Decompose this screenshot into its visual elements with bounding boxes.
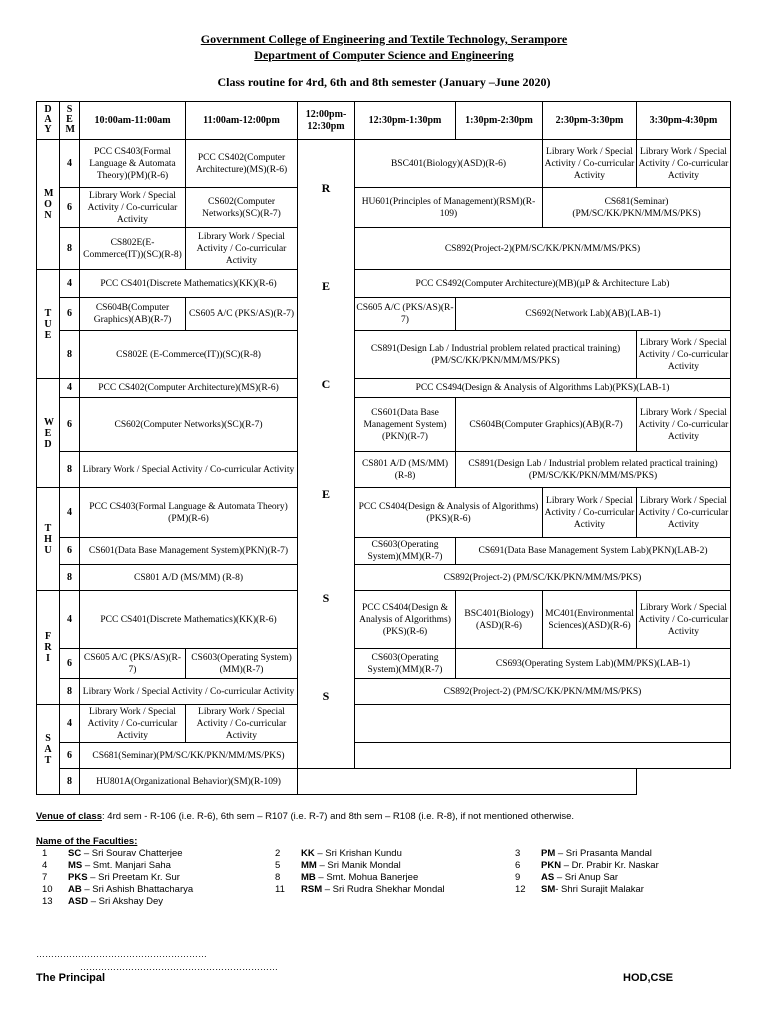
college-title: Government College of Engineering and Textile Technology, Serampore bbox=[200, 32, 568, 46]
hod-label: HOD,CSE bbox=[623, 972, 674, 984]
class-cell: CS603(Operating System)(MM)(R-7) bbox=[355, 538, 456, 565]
class-cell: CS892(Project-2) (PM/SC/KK/PKN/MM/MS/PKS) bbox=[355, 679, 731, 705]
sem-cell: 6 bbox=[60, 538, 80, 565]
recess-letter: C bbox=[321, 377, 331, 391]
class-cell: Library Work / Special Activity / Co-curricular Activity bbox=[637, 591, 731, 649]
faculty-item: 3 PM – Sri Prasanta Mandal bbox=[515, 848, 652, 859]
class-cell: CS604B(Computer Graphics)(AB)(R-7) bbox=[456, 398, 637, 452]
table-row bbox=[37, 331, 731, 379]
class-cell: CS693(Operating System Lab)(MM/PKS)(LAB-1) bbox=[456, 649, 731, 679]
slot-header: 3:30pm-4:30pm bbox=[637, 102, 731, 140]
class-cell: MC401(Environmental Sciences)(ASD)(R-6) bbox=[543, 591, 637, 649]
faculty-title: Name of the Faculties: bbox=[36, 836, 138, 847]
class-cell: BSC401(Biology)(ASD)(R-6) bbox=[456, 591, 543, 649]
sem-cell: 8 bbox=[60, 679, 80, 705]
class-cell: BSC401(Biology)(ASD)(R-6) bbox=[355, 140, 543, 188]
sem-cell: 8 bbox=[60, 565, 80, 591]
class-cell: Library Work / Special Activity / Co-curricular Activity bbox=[80, 188, 186, 228]
faculty-item: 8 MB – Smt. Mohua Banerjee bbox=[275, 872, 419, 883]
sem-header: SEM bbox=[60, 102, 80, 140]
department-title: Department of Computer Science and Engineering bbox=[254, 48, 514, 62]
faculty-item: 10 AB – Sri Ashish Bhattacharya bbox=[42, 884, 194, 895]
table-row bbox=[37, 565, 731, 591]
class-cell: PCC CS402(Computer Architecture)(MS)(R-6) bbox=[80, 379, 298, 398]
class-cell: CS892(Project-2)(PM/SC/KK/PKN/MM/MS/PKS) bbox=[355, 228, 731, 270]
day-cell: TUE bbox=[37, 270, 60, 379]
class-cell: CS603(Operating System)(MM)(R-7) bbox=[186, 649, 298, 679]
sem-cell: 8 bbox=[60, 331, 80, 379]
class-cell: PCC CS492(Computer Architecture)(MB)(µP & Architecture Lab) bbox=[355, 270, 731, 298]
class-cell: CS605 A/C (PKS/AS)(R-7) bbox=[186, 298, 298, 331]
table-row bbox=[37, 743, 731, 769]
venue-note bbox=[36, 811, 574, 822]
routine-table bbox=[36, 101, 731, 795]
class-cell: Library Work / Special Activity / Co-curricular Activity bbox=[80, 679, 298, 705]
class-cell: CS604B(Computer Graphics)(AB)(R-7) bbox=[80, 298, 186, 331]
sem-cell: 4 bbox=[60, 705, 80, 743]
class-cell: CS891(Design Lab / Industrial problem related practical training)(PM/SC/KK/PKN/MM/MS/PKS) bbox=[456, 452, 731, 488]
table-row bbox=[37, 591, 731, 649]
table-row bbox=[37, 140, 731, 188]
table-row bbox=[37, 270, 731, 298]
table-row bbox=[37, 538, 731, 565]
class-cell: Library Work / Special Activity / Co-curricular Activity bbox=[637, 488, 731, 538]
table-row bbox=[37, 649, 731, 679]
class-cell: Library Work / Special Activity / Co-curricular Activity bbox=[80, 452, 298, 488]
faculty-item: 1 SC – Sri Sourav Chatterjee bbox=[42, 848, 183, 859]
class-cell: PCC CS494(Design & Analysis of Algorithms Lab)(PKS)(LAB-1) bbox=[355, 379, 731, 398]
day-cell: THU bbox=[37, 488, 60, 591]
class-cell: Library Work / Special Activity / Co-curricular Activity bbox=[186, 228, 298, 270]
recess-letter: E bbox=[321, 487, 330, 501]
sem-cell: 6 bbox=[60, 649, 80, 679]
faculty-item: 11 RSM – Sri Rudra Shekhar Mondal bbox=[275, 884, 445, 895]
sem-cell: 8 bbox=[60, 452, 80, 488]
day-cell: FRI bbox=[37, 591, 60, 705]
sem-cell: 6 bbox=[60, 398, 80, 452]
table-row bbox=[37, 679, 731, 705]
sem-cell: 4 bbox=[60, 270, 80, 298]
class-cell: PCC CS403(Formal Language & Automata Theory)(PM)(R-6) bbox=[80, 140, 186, 188]
recess-letter: R bbox=[321, 181, 331, 195]
faculty-item: 2 KK – Sri Krishan Kundu bbox=[275, 848, 402, 859]
class-cell: PCC CS401(Discrete Mathematics)(KK)(R-6) bbox=[80, 591, 298, 649]
sem-cell: 8 bbox=[60, 769, 80, 795]
sem-cell: 6 bbox=[60, 188, 80, 228]
class-cell: CS681(Seminar) (PM/SC/KK/PKN/MM/MS/PKS) bbox=[543, 188, 731, 228]
class-cell: CS801 A/D (MS/MM) (R-8) bbox=[80, 565, 298, 591]
class-cell: CS605 A/C (PKS/AS)(R-7) bbox=[80, 649, 186, 679]
sem-cell: 8 bbox=[60, 228, 80, 270]
class-cell: CS681(Seminar)(PM/SC/KK/PKN/MM/MS/PKS) bbox=[80, 743, 298, 769]
faculty-item: 7 PKS – Sri Preetam Kr. Sur bbox=[42, 872, 180, 883]
signature-line: ………………………………………………… bbox=[36, 949, 207, 959]
slot-header: 12:00pm-12:30pm bbox=[298, 102, 355, 140]
class-cell: Library Work / Special Activity / Co-curricular Activity bbox=[186, 705, 298, 743]
table-row bbox=[37, 188, 731, 228]
class-cell: Library Work / Special Activity / Co-curricular Activity bbox=[637, 331, 731, 379]
sem-cell: 4 bbox=[60, 591, 80, 649]
class-cell: PCC CS402(Computer Architecture)(MS)(R-6) bbox=[186, 140, 298, 188]
slot-header: 12:30pm-1:30pm bbox=[355, 102, 456, 140]
faculty-item: 6 PKN – Dr. Prabir Kr. Naskar bbox=[515, 860, 659, 871]
recess-column bbox=[298, 140, 355, 769]
faculty-item: 4 MS – Smt. Manjari Saha bbox=[42, 860, 171, 871]
class-cell: PCC CS404(Design & Analysis of Algorithms)(PKS)(R-6) bbox=[355, 488, 543, 538]
table-row bbox=[37, 298, 731, 331]
day-cell: MON bbox=[37, 140, 60, 270]
table-row bbox=[37, 452, 731, 488]
class-cell: CS602(Computer Networks)(SC)(R-7) bbox=[186, 188, 298, 228]
slot-header: 10:00am-11:00am bbox=[80, 102, 186, 140]
sem-cell: 4 bbox=[60, 140, 80, 188]
class-cell: HU801A(Organizational Behavior)(SM)(R-109) bbox=[80, 769, 298, 795]
empty-cell bbox=[355, 743, 731, 769]
venue-label: Venue of class bbox=[36, 811, 103, 822]
signature-line: ………………………………………………………… bbox=[80, 962, 278, 972]
recess-letter: E bbox=[321, 279, 330, 293]
table-row bbox=[37, 379, 731, 398]
principal-label: The Principal bbox=[36, 972, 106, 984]
sem-cell: 4 bbox=[60, 488, 80, 538]
class-cell: Library Work / Special Activity / Co-curricular Activity bbox=[637, 140, 731, 188]
class-cell: HU601(Principles of Management)(RSM)(R-109) bbox=[355, 188, 543, 228]
class-cell: CS802E (E-Commerce(IT))(SC)(R-8) bbox=[80, 331, 298, 379]
recess-letter: S bbox=[322, 689, 330, 703]
class-cell: CS605 A/C (PKS/AS)(R-7) bbox=[355, 298, 456, 331]
class-cell: Library Work / Special Activity / Co-curricular Activity bbox=[543, 488, 637, 538]
table-row bbox=[37, 705, 731, 743]
class-cell: CS892(Project-2) (PM/SC/KK/PKN/MM/MS/PKS) bbox=[355, 565, 731, 591]
faculty-item: 9 AS – Sri Anup Sar bbox=[515, 872, 619, 883]
table-row bbox=[37, 769, 731, 795]
slot-header: 11:00am-12:00pm bbox=[186, 102, 298, 140]
day-cell: SAT bbox=[37, 705, 60, 795]
class-cell: CS802E(E-Commerce(IT))(SC)(R-8) bbox=[80, 228, 186, 270]
empty-cell bbox=[298, 769, 637, 795]
faculty-item: 12 SM- Shri Surajit Malakar bbox=[515, 884, 644, 895]
class-cell: PCC CS403(Formal Language & Automata Theory)(PM)(R-6) bbox=[80, 488, 298, 538]
class-cell: CS603(Operating System)(MM)(R-7) bbox=[355, 649, 456, 679]
sem-cell: 6 bbox=[60, 743, 80, 769]
sem-cell: 4 bbox=[60, 379, 80, 398]
day-cell: WED bbox=[37, 379, 60, 488]
day-header: DAY bbox=[37, 102, 60, 140]
table-row bbox=[37, 228, 731, 270]
class-cell: CS601(Data Base Management System)(PKN)(R-7) bbox=[80, 538, 298, 565]
class-cell: Library Work / Special Activity / Co-curricular Activity bbox=[80, 705, 186, 743]
sem-cell: 6 bbox=[60, 298, 80, 331]
class-cell: Library Work / Special Activity / Co-curricular Activity bbox=[543, 140, 637, 188]
table-row bbox=[37, 398, 731, 452]
header-row bbox=[37, 102, 731, 140]
class-cell: CS692(Network Lab)(AB)(LAB-1) bbox=[456, 298, 731, 331]
venue-text: : 4rd sem - R-106 (i.e. R-6), 6th sem – R107 (i.e. R-7) and 8th sem – R108 (i.e. R-8), if not mentioned otherwise. bbox=[102, 811, 575, 822]
slot-header: 1:30pm-2:30pm bbox=[456, 102, 543, 140]
recess-letter: S bbox=[322, 591, 330, 605]
class-cell: PCC CS404(Design & Analysis of Algorithms)(PKS)(R-6) bbox=[355, 591, 456, 649]
faculty-item: 13 ASD – Sri Akshay Dey bbox=[42, 896, 164, 907]
faculty-item: 5 MM – Sri Manik Mondal bbox=[275, 860, 401, 871]
class-cell: CS801 A/D (MS/MM) (R-8) bbox=[355, 452, 456, 488]
class-cell: PCC CS401(Discrete Mathematics)(KK)(R-6) bbox=[80, 270, 298, 298]
routine-title: Class routine for 4rd, 6th and 8th semester (January –June 2020) bbox=[217, 75, 551, 89]
class-cell: CS891(Design Lab / Industrial problem related practical training)(PM/SC/KK/PKN/MM/MS/PKS) bbox=[355, 331, 637, 379]
class-cell: CS602(Computer Networks)(SC)(R-7) bbox=[80, 398, 298, 452]
table-row bbox=[37, 488, 731, 538]
class-cell: CS601(Data Base Management System)(PKN)(R-7) bbox=[355, 398, 456, 452]
slot-header: 2:30pm-3:30pm bbox=[543, 102, 637, 140]
empty-cell bbox=[355, 705, 731, 743]
class-cell: CS691(Data Base Management System Lab)(PKN)(LAB-2) bbox=[456, 538, 731, 565]
class-cell: Library Work / Special Activity / Co-curricular Activity bbox=[637, 398, 731, 452]
